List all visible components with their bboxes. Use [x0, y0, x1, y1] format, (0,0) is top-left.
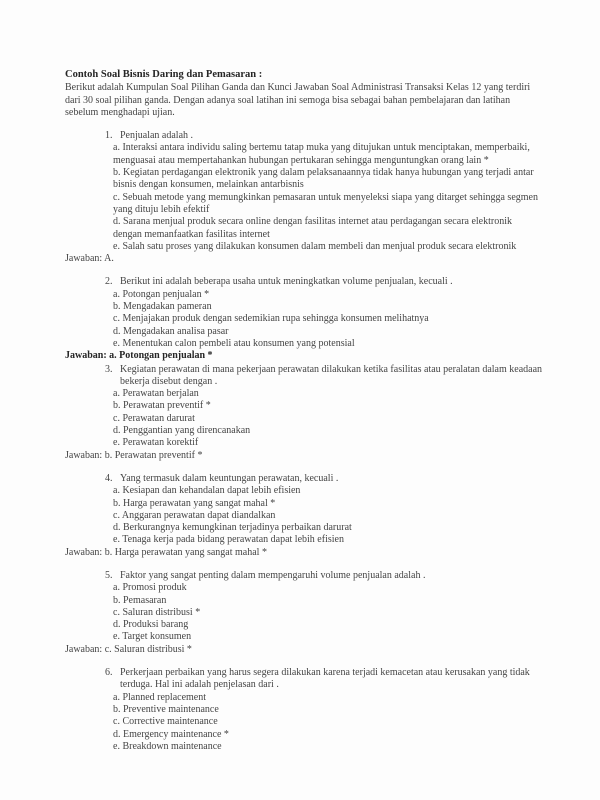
- question-body: [113, 276, 542, 350]
- options-list: [113, 485, 542, 546]
- answer-option: e. Perawatan korektif: [113, 437, 199, 449]
- answer-option: a. Kesiapan dan kehandalan dapat lebih efisien: [113, 485, 301, 497]
- options-list: [113, 582, 542, 643]
- question-item: [105, 276, 542, 350]
- answer-key-line: Jawaban: c. Saluran distribusi *: [65, 643, 192, 655]
- answer-option: a. Perawatan berjalan: [113, 388, 199, 400]
- answer-option: e. Target konsumen: [113, 631, 192, 643]
- options-list: [113, 692, 542, 753]
- answer-key-line: Jawaban: b. Harga perawatan yang sangat mahal *: [65, 546, 267, 558]
- answer-option: e. Salah satu proses yang dilakukan konsumen dalam membeli dan menjual produk secara elektronik: [113, 240, 517, 252]
- answer-option: c. Menjajakan produk dengan sedemikian rupa sehingga konsumen melihatnya: [113, 313, 429, 325]
- question-number: 1.: [105, 130, 113, 142]
- question-item: [105, 473, 542, 547]
- answer-option: c. Perawatan darurat: [113, 412, 195, 424]
- question-item: [105, 130, 542, 253]
- answer-key-line: Jawaban: A.: [65, 253, 114, 265]
- answer-option: c. Corrective maintenance: [113, 716, 218, 728]
- options-list: [113, 388, 542, 449]
- answer-option: d. Mengadakan analisa pasar: [113, 325, 229, 337]
- answer-option: d. Emergency maintenance *: [113, 728, 229, 740]
- answer-key-line: Jawaban: b. Perawatan preventif *: [65, 449, 203, 461]
- question-text: Penjualan adalah .: [120, 130, 194, 142]
- question-number: 2.: [105, 276, 113, 288]
- question-text: Kegiatan perawatan di mana pekerjaan perawatan dilakukan ketika fasilitas atau peralatan dalam keadaan bekerja disebut dengan .: [120, 363, 543, 387]
- question-body: [113, 130, 542, 253]
- answer-option: e. Tenaga kerja pada bidang perawatan dapat lebih efisien: [113, 534, 344, 546]
- answer-option: b. Mengadakan pameran: [113, 301, 212, 313]
- question-item: [105, 667, 542, 753]
- question-text: Berikut ini adalah beberapa usaha untuk meningkatkan volume penjualan, kecuali .: [120, 276, 453, 288]
- answer-option: b. Harga perawatan yang sangat mahal *: [113, 497, 276, 509]
- document-title: Contoh Soal Bisnis Daring dan Pemasaran :: [65, 69, 263, 80]
- question-text: Faktor yang sangat penting dalam mempengaruhi volume penjualan adalah .: [120, 569, 426, 581]
- answer-option: d. Penggantian yang direncanakan: [113, 425, 251, 437]
- question-body: [113, 667, 542, 753]
- answer-option: e. Breakdown maintenance: [113, 740, 222, 752]
- question-body: [113, 363, 543, 450]
- answer-option: b. Kegiatan perdagangan elektronik yang dalam pelaksanaannya tidak hanya hubungan yang terjadi antar bisnis dengan konsumen, melainkan antarbisnis: [113, 167, 534, 191]
- answer-option: a. Planned replacement: [113, 691, 207, 703]
- answer-option: b. Perawatan preventif *: [113, 400, 211, 412]
- question-number: 3.: [105, 363, 113, 375]
- answer-option: c. Anggaran perawatan dapat diandalkan: [113, 509, 276, 521]
- options-list: [113, 142, 542, 253]
- answer-option: d. Sarana menjual produk secara online dengan fasilitas internet atau perdagangan secara elektronik dengan memanfaatkan fasilitas internet: [113, 216, 512, 240]
- question-number: 6.: [105, 667, 113, 679]
- answer-option: e. Menentukan calon pembeli atau konsumen yang potensial: [113, 337, 355, 349]
- answer-option: a. Interaksi antara individu saling bertemu tatap muka yang ditujukan untuk menciptakan, memperbaiki, menguasai atau mempertahankan hubungan pertukaran sehingga menguntungkan orang lain *: [113, 142, 530, 166]
- answer-key-line: Jawaban: a. Potongan penjualan *: [65, 350, 213, 362]
- answer-option: d. Berkurangnya kemungkinan terjadinya perbaikan darurat: [113, 522, 352, 534]
- question-body: [113, 472, 542, 547]
- answer-option: a. Potongan penjualan *: [113, 288, 210, 300]
- answer-option: c. Sebuah metode yang memungkinkan pemasaran untuk menyeleksi siapa yang ditarget sehingga segmen yang dituju lebih efektif: [113, 191, 538, 215]
- answer-option: b. Preventive maintenance: [113, 703, 219, 715]
- question-number: 4.: [105, 472, 113, 484]
- answer-option: d. Produksi barang: [113, 619, 189, 631]
- answer-option: a. Promosi produk: [113, 582, 187, 594]
- question-item: [105, 364, 542, 450]
- options-list: [113, 289, 542, 350]
- intro-paragraph: Berikut adalah Kumpulan Soal Pilihan Ganda dan Kunci Jawaban Soal Administrasi Transaksi Kelas 12 yang terdiri dari 30 soal pilihan ganda. Dengan adanya soal latihan ini semoga bisa sebagai bahan pembelajaran dan latihan sebelum menghadapi ujian.: [65, 82, 531, 118]
- question-number: 5.: [105, 569, 113, 581]
- question-item: [105, 570, 542, 644]
- question-text: Yang termasuk dalam keuntungan perawatan, kecuali .: [120, 472, 339, 484]
- question-body: [113, 569, 542, 644]
- question-text: Perkerjaan perbaikan yang harus segera dilakukan karena terjadi kemacetan atau kerusakan yang tidak terduga. Hal ini adalah penjelasan dari .: [120, 667, 530, 691]
- answer-option: b. Pemasaran: [113, 594, 167, 606]
- answer-option: c. Saluran distribusi *: [113, 606, 201, 618]
